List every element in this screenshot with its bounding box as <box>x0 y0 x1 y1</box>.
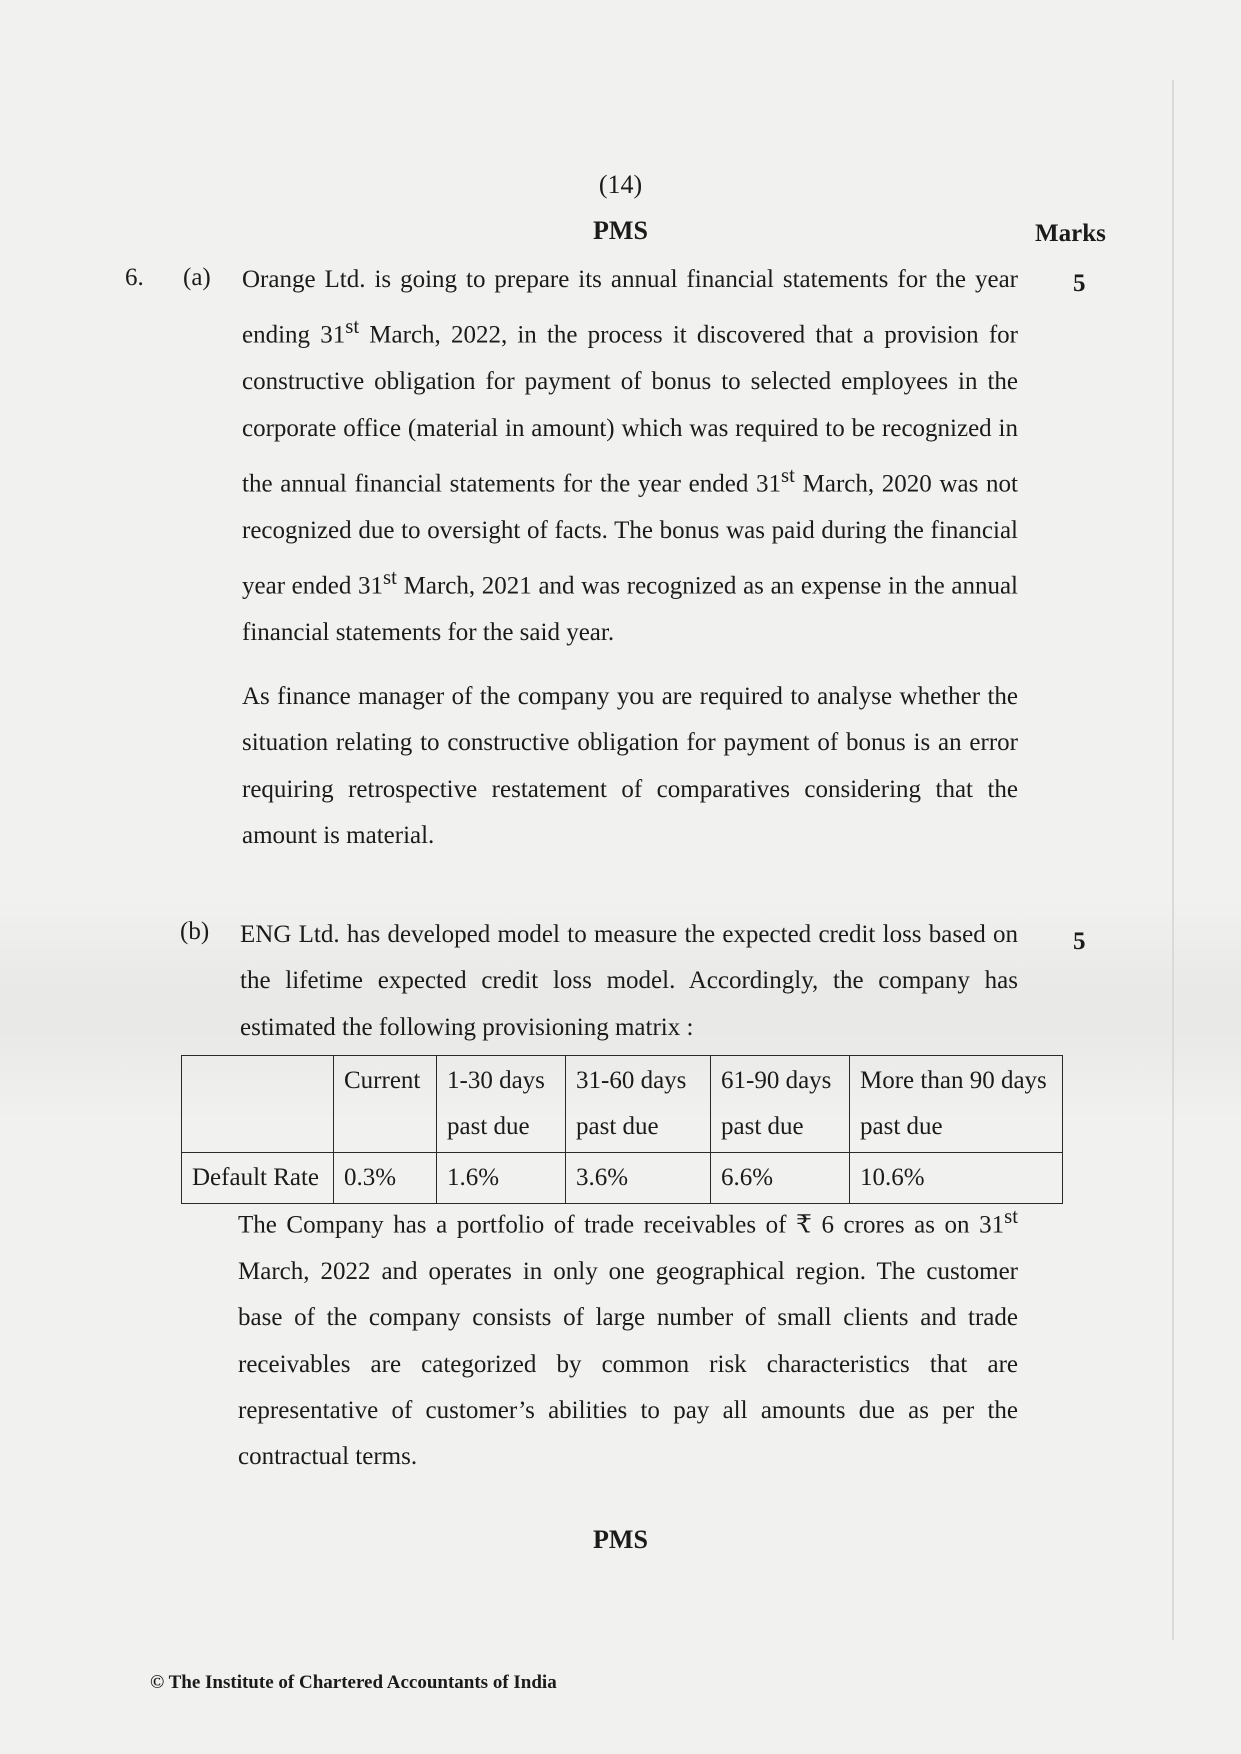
copyright-notice: © The Institute of Chartered Accountants of India <box>150 1672 557 1693</box>
page-number: (14) <box>598 170 643 199</box>
subject-code-header: PMS <box>593 216 648 245</box>
scan-edge <box>1172 80 1174 1640</box>
part-a-marks: 5 <box>1073 270 1086 297</box>
table-cell: 0.3% <box>334 1153 437 1204</box>
marks-column-heading: Marks <box>1035 220 1106 247</box>
table-cell: 1.6% <box>437 1153 566 1204</box>
table-header-cell: More than 90 days past due <box>850 1056 1063 1153</box>
part-b-label: (b) <box>180 918 210 945</box>
table-cell: 10.6% <box>850 1153 1063 1204</box>
table-header-cell: 31-60 days past due <box>566 1056 711 1153</box>
table-cell: 6.6% <box>711 1153 850 1204</box>
question-number: 6. <box>125 264 144 291</box>
part-b-portfolio-paragraph: The Company has a portfolio of trade receivables of ₹ 6 crores as on 31st March, 2022 and operates in only one geographical region. The customer base of the company consists of large number of small clients and trade receivables are categorized by common risk characteristics that are representative of customer’s abilities to pay all amounts due as per the contractual terms. <box>238 1204 1018 1471</box>
part-a-paragraph-1: Orange Ltd. is going to prepare its annual financial statements for the year ending 31st March, 2022, in the process it discovered that a provision for constructive obligation for payment of bonus to selected employees in the corporate office (material in amount) which was required to be recognized in the annual financial statements for the year ended 31st March, 2020 was not recognized due to oversight of facts. The bonus was paid during the financial year ended 31st March, 2021 and was recognized as an expense in the annual financial statements for the said year. <box>242 266 1018 646</box>
part-a-label: (a) <box>183 264 211 291</box>
table-cell: 3.6% <box>566 1153 711 1204</box>
table-header-cell: 1-30 days past due <box>437 1056 566 1153</box>
table-header-row <box>182 1056 1063 1153</box>
provisioning-matrix-table <box>181 1055 1063 1204</box>
part-a-paragraph-2: As finance manager of the company you are required to analyse whether the situation relating to constructive obligation for payment of bonus is an error requiring retrospective restatement of comparatives considering that the amount is material. <box>242 683 1018 850</box>
subject-code-footer: PMS <box>593 1525 648 1554</box>
table-header-cell <box>182 1056 334 1153</box>
table-header-cell: Current <box>334 1056 437 1153</box>
table-header-cell: 61-90 days past due <box>711 1056 850 1153</box>
default-rate-label: Default Rate <box>182 1153 334 1204</box>
part-b-intro: ENG Ltd. has developed model to measure the expected credit loss based on the lifetime expected credit loss model. Accordingly, the company has estimated the following provisioning matrix : <box>240 921 1018 1041</box>
part-b-marks: 5 <box>1073 928 1086 955</box>
